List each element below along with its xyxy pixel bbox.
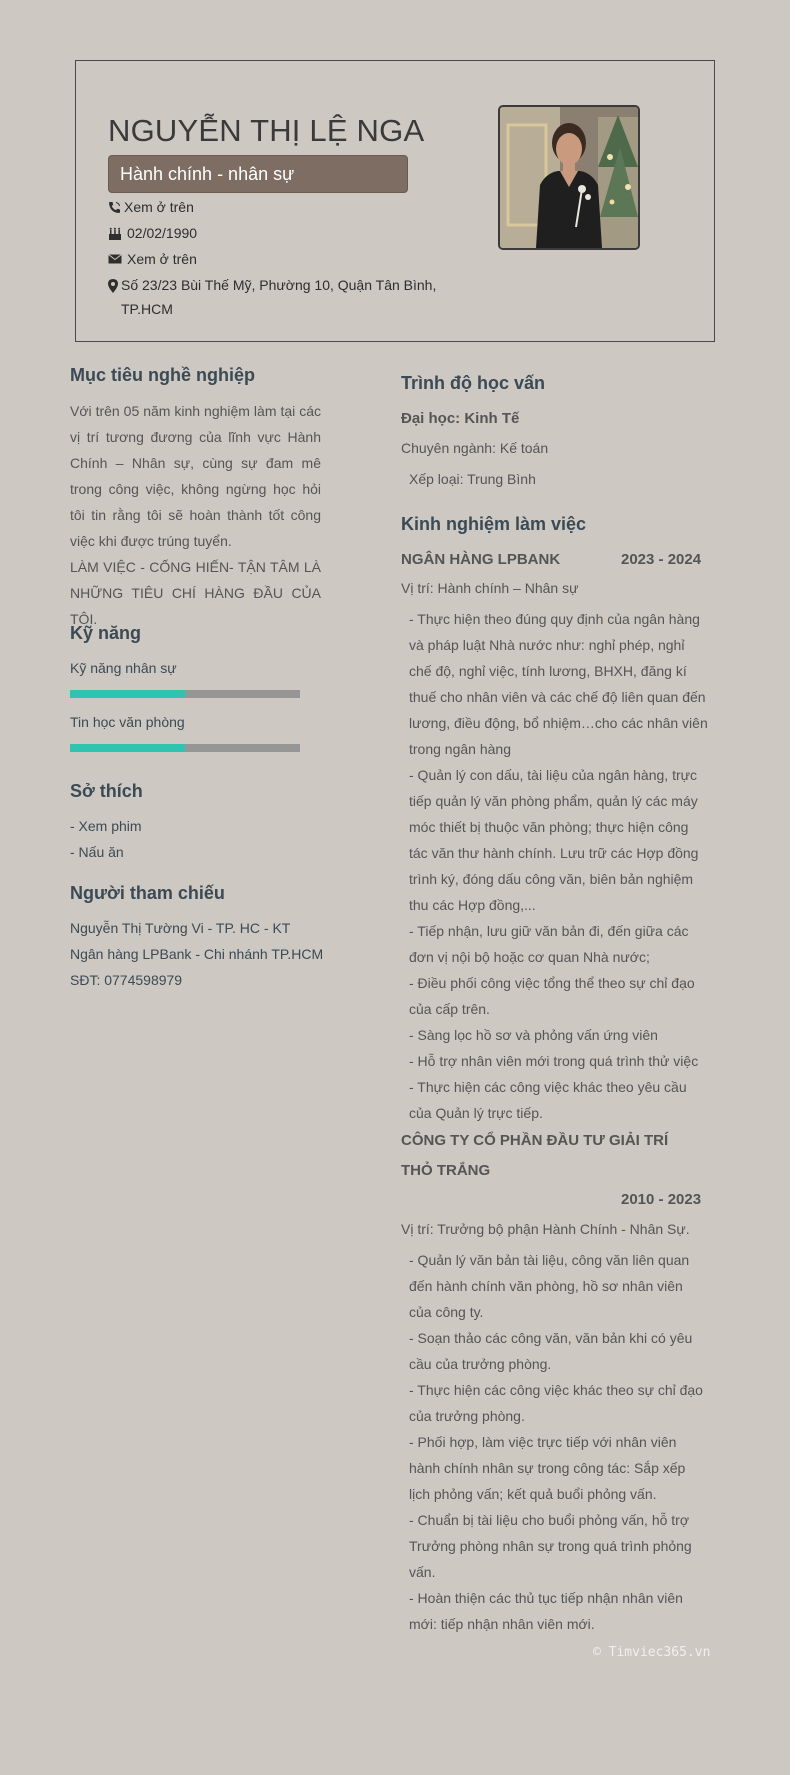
- job-period: 2023 - 2024: [621, 551, 702, 568]
- job-duties-list: [409, 1247, 709, 1637]
- experience-heading: Kinh nghiệm làm việc: [401, 514, 587, 534]
- skill-bar: [70, 690, 300, 698]
- job-duty: - Quản lý con dấu, tài liệu của ngân hàng, trực tiếp quản lý văn phòng phẩm, quản lý các máy móc thiết bị thuộc văn phòng; thực hiện công tác văn thư hành chính. Lưu trữ các Hợp đồng trình ký, đóng dấu công văn, biên bản nghiệm thu các Hợp đồng,...: [409, 767, 699, 913]
- job-company: NGÂN HÀNG LPBANK: [401, 551, 561, 568]
- skills-heading: Kỹ năng: [70, 623, 142, 643]
- objective-paragraph-1: Với trên 05 năm kinh nghiệm làm tại các vị trí tương đương của lĩnh vực Hành Chính – Nhân sự, cùng sự đam mê trong công việc, không ngừng học hỏi tôi tin rằng tôi sẽ hoàn thành tốt công việc khi được trúng tuyển.: [70, 403, 321, 549]
- education-grade: Xếp loại: Trung Bình: [409, 471, 536, 487]
- reference-line: SĐT: 0774598979: [70, 972, 183, 988]
- job-title: Hành chính - nhân sự: [120, 164, 295, 184]
- address-line-2: TP.HCM: [121, 301, 173, 317]
- job-duty: - Thực hiện theo đúng quy định của ngân hàng và pháp luật Nhà nước như: nghỉ phép, nghỉ chế độ, nghỉ việc, tính lương, BHXH, đăng kí thuế cho nhân viên và các chế độ liên quan đến lương, điều động, bổ nhiệm…cho các nhân viên trong ngân hàng: [409, 611, 708, 757]
- education-major: Chuyên ngành: Kế toán: [401, 440, 549, 456]
- skill-bar-fill: [70, 744, 185, 752]
- job-duty: - Phối hợp, làm việc trực tiếp với nhân viên hành chính nhân sự trong công tác: Sắp xếp lịch phỏng vấn; kết quả buổi phỏng vấn.: [409, 1434, 686, 1502]
- education-heading: Trình độ học vấn: [401, 373, 546, 393]
- skill-label: Kỹ năng nhân sự: [70, 660, 177, 676]
- job-duty: - Sàng lọc hồ sơ và phỏng vấn ứng viên: [409, 1027, 658, 1043]
- hobby-item: - Nấu ăn: [70, 844, 124, 860]
- job-duty: - Soạn thảo các công văn, văn bản khi có yêu cầu của trưởng phòng.: [409, 1330, 693, 1372]
- education-school: Đại học: Kinh Tế: [401, 410, 520, 427]
- email-text: Xem ở trên: [127, 251, 197, 267]
- skill-bar: [70, 744, 300, 752]
- profile-photo: [498, 105, 640, 250]
- skill-bar-fill: [70, 690, 185, 698]
- watermark: © Timviec365.vn: [593, 1645, 711, 1660]
- candidate-name: NGUYỄN THỊ LỆ NGA: [108, 113, 425, 148]
- job-position: Vị trí: Trưởng bộ phận Hành Chính - Nhân Sự.: [401, 1221, 690, 1237]
- job-duty: - Tiếp nhận, lưu giữ văn bản đi, đến giữa các đơn vị nội bộ hoặc cơ quan Nhà nước;: [409, 923, 689, 965]
- hobbies-heading: Sở thích: [70, 781, 143, 801]
- hobby-item: - Xem phim: [70, 818, 142, 834]
- reference-line: Nguyễn Thị Tường Vi - TP. HC - KT: [70, 920, 291, 936]
- phone-text: Xem ở trên: [124, 199, 194, 215]
- skill-label: Tin học văn phòng: [70, 714, 185, 730]
- address-text: Số 23/23 Bùi Thế Mỹ, Phường 10, Quận Tân Bình,: [121, 277, 437, 293]
- job-duty: - Điều phối công việc tổng thể theo sự chỉ đạo của cấp trên.: [409, 975, 695, 1017]
- job-duty: - Thực hiện các công việc khác theo yêu cầu của Quản lý trực tiếp.: [409, 1079, 687, 1121]
- job-position: Vị trí: Hành chính – Nhân sự: [401, 580, 579, 596]
- phone-icon: [108, 201, 121, 214]
- job-company: CÔNG TY CỔ PHẦN ĐẦU TƯ GIẢI TRÍ THỎ TRẮNG: [401, 1132, 669, 1179]
- job-period: 2010 - 2023: [621, 1191, 702, 1208]
- job-duties-list: [409, 606, 709, 1126]
- references-heading: Người tham chiếu: [70, 883, 225, 903]
- cv-header: [75, 60, 715, 342]
- objective-heading: Mục tiêu nghề nghiệp: [70, 365, 255, 385]
- reference-line: Ngân hàng LPBank - Chi nhánh TP.HCM: [70, 946, 324, 962]
- objective-paragraph-2: LÀM VIỆC - CỐNG HIẾN- TẬN TÂM LÀ NHỮNG TIÊU CHÍ HÀNG ĐẦU CỦA TÔI.: [70, 559, 321, 627]
- job-duty: - Hoàn thiện các thủ tục tiếp nhận nhân viên mới: tiếp nhận nhân viên mới.: [409, 1590, 683, 1632]
- birthday-text: 02/02/1990: [127, 225, 198, 241]
- job-duty: - Chuẩn bị tài liệu cho buổi phỏng vấn, hỗ trợ Trưởng phòng nhân sự trong quá trình phỏng vấn.: [409, 1512, 692, 1580]
- map-marker-icon: [108, 279, 118, 293]
- job-duty: - Thực hiện các công việc khác theo sự chỉ đạo của trưởng phòng.: [409, 1382, 703, 1424]
- portrait-image: [500, 107, 638, 248]
- job-title-bar: [108, 155, 408, 193]
- envelope-icon: [108, 253, 122, 265]
- birthday-cake-icon: [108, 227, 122, 241]
- job-duty: - Hỗ trợ nhân viên mới trong quá trình thử việc: [409, 1053, 699, 1069]
- job-duty: - Quản lý văn bản tài liệu, công văn liên quan đến hành chính văn phòng, hồ sơ nhân viên của công ty.: [409, 1252, 690, 1320]
